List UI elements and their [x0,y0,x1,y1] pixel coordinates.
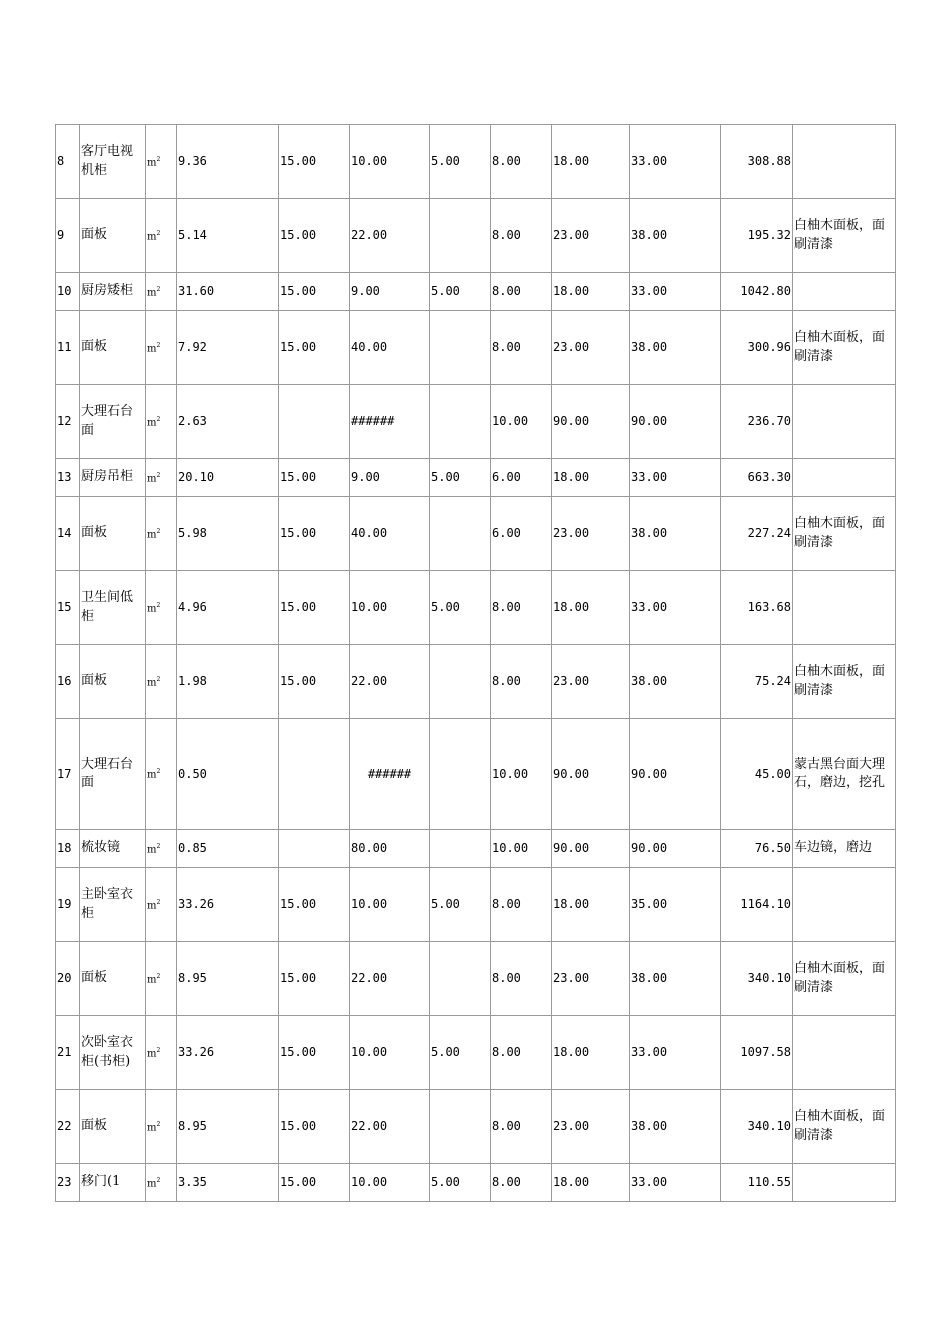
row-number: 10 [56,273,80,311]
value-col-6: 33.00 [630,571,721,645]
value-col-5: 90.00 [552,830,630,868]
value-col-6: 33.00 [630,459,721,497]
value-col-4: 8.00 [491,199,552,273]
total-amount: 227.24 [721,497,793,571]
total-amount: 300.96 [721,311,793,385]
table-row [56,645,896,719]
total-amount: 340.10 [721,1090,793,1164]
value-col-2: 9.00 [350,459,430,497]
value-col-2: 22.00 [350,199,430,273]
unit [146,571,177,645]
quantity: 20.10 [177,459,279,497]
total-amount: 163.68 [721,571,793,645]
value-col-5: 23.00 [552,1090,630,1164]
value-col-5: 18.00 [552,125,630,199]
value-col-1: 15.00 [279,273,350,311]
value-col-5: 90.00 [552,385,630,459]
unit [146,459,177,497]
row-number: 11 [56,311,80,385]
value-col-4: 10.00 [491,830,552,868]
value-col-4: 8.00 [491,645,552,719]
value-col-6: 33.00 [630,1016,721,1090]
unit [146,273,177,311]
cost-table [55,124,896,1202]
item-name: 梳妆镜 [80,830,146,868]
quantity: 1.98 [177,645,279,719]
quantity: 2.63 [177,385,279,459]
value-col-2: 9.00 [350,273,430,311]
value-col-1: 15.00 [279,1016,350,1090]
value-col-2: 40.00 [350,497,430,571]
quantity: 3.35 [177,1164,279,1202]
table-row [56,125,896,199]
quantity: 33.26 [177,868,279,942]
unit [146,311,177,385]
value-col-4: 8.00 [491,1090,552,1164]
unit-superscript: 2 [156,471,161,479]
value-col-1 [279,719,350,830]
value-col-6: 38.00 [630,199,721,273]
table-row [56,1090,896,1164]
total-amount: 75.24 [721,645,793,719]
value-col-5: 23.00 [552,311,630,385]
remark: 白柚木面板，面刷清漆 [793,497,896,571]
row-number: 12 [56,385,80,459]
value-col-1: 15.00 [279,571,350,645]
remark [793,868,896,942]
value-col-5: 90.00 [552,719,630,830]
row-number: 19 [56,868,80,942]
row-number: 20 [56,942,80,1016]
value-col-5: 23.00 [552,645,630,719]
table-row [56,273,896,311]
unit-superscript: 2 [156,1120,161,1128]
item-name: 大理石台面 [80,719,146,830]
item-name: 面板 [80,311,146,385]
item-name: 面板 [80,497,146,571]
unit-base: m [147,1047,157,1059]
total-amount: 308.88 [721,125,793,199]
unit-base: m [147,230,157,242]
unit [146,1090,177,1164]
item-name: 厨房吊柜 [80,459,146,497]
value-col-2: ###### [350,385,430,459]
unit-superscript: 2 [156,601,161,609]
table-row [56,868,896,942]
row-number: 15 [56,571,80,645]
unit-superscript: 2 [156,842,161,850]
unit [146,199,177,273]
value-col-4: 8.00 [491,942,552,1016]
unit-base: m [147,899,157,911]
table-row [56,571,896,645]
value-col-1: 15.00 [279,199,350,273]
remark: 白柚木面板，面刷清漆 [793,1090,896,1164]
value-col-1: 15.00 [279,311,350,385]
quantity: 9.36 [177,125,279,199]
value-col-1: 15.00 [279,125,350,199]
value-col-4: 8.00 [491,868,552,942]
unit-superscript: 2 [156,675,161,683]
value-col-1: 15.00 [279,1164,350,1202]
remark [793,1016,896,1090]
value-col-3: 5.00 [430,571,491,645]
value-col-3: 5.00 [430,125,491,199]
value-col-5: 18.00 [552,571,630,645]
item-name: 面板 [80,645,146,719]
value-col-4: 6.00 [491,497,552,571]
value-col-6: 33.00 [630,1164,721,1202]
unit-superscript: 2 [156,415,161,423]
remark [793,273,896,311]
total-amount: 340.10 [721,942,793,1016]
value-col-3 [430,645,491,719]
total-amount: 45.00 [721,719,793,830]
value-col-2: 10.00 [350,1016,430,1090]
value-col-6: 35.00 [630,868,721,942]
value-col-5: 18.00 [552,459,630,497]
unit-superscript: 2 [156,229,161,237]
value-col-3 [430,311,491,385]
value-col-6: 33.00 [630,273,721,311]
remark [793,125,896,199]
value-col-4: 8.00 [491,311,552,385]
value-col-1 [279,830,350,868]
item-name: 大理石台面 [80,385,146,459]
value-col-5: 18.00 [552,1016,630,1090]
remark [793,459,896,497]
item-name: 客厅电视机柜 [80,125,146,199]
table-row [56,942,896,1016]
unit-base: m [147,973,157,985]
unit-superscript: 2 [156,972,161,980]
quantity: 0.85 [177,830,279,868]
unit-base: m [147,472,157,484]
table-row [56,497,896,571]
value-col-6: 90.00 [630,385,721,459]
value-col-6: 90.00 [630,719,721,830]
value-col-2: 40.00 [350,311,430,385]
value-col-6: 33.00 [630,125,721,199]
table-row [56,199,896,273]
row-number: 22 [56,1090,80,1164]
value-col-6: 38.00 [630,942,721,1016]
unit [146,942,177,1016]
value-col-4: 8.00 [491,273,552,311]
value-col-2: 10.00 [350,125,430,199]
value-col-1: 15.00 [279,868,350,942]
unit [146,645,177,719]
value-col-3: 5.00 [430,1164,491,1202]
unit [146,125,177,199]
unit-base: m [147,416,157,428]
quantity: 33.26 [177,1016,279,1090]
value-col-6: 90.00 [630,830,721,868]
value-col-1 [279,385,350,459]
unit-base: m [147,602,157,614]
unit-superscript: 2 [156,527,161,535]
value-col-3 [430,942,491,1016]
value-col-5: 23.00 [552,199,630,273]
quantity: 7.92 [177,311,279,385]
row-number: 16 [56,645,80,719]
total-amount: 76.50 [721,830,793,868]
value-col-6: 38.00 [630,497,721,571]
row-number: 17 [56,719,80,830]
item-name: 卫生间低柜 [80,571,146,645]
value-col-3 [430,719,491,830]
remark: 白柚木面板，面刷清漆 [793,942,896,1016]
unit-superscript: 2 [156,1046,161,1054]
value-col-5: 18.00 [552,868,630,942]
value-col-4: 8.00 [491,125,552,199]
value-col-1: 15.00 [279,1090,350,1164]
table-row [56,719,896,830]
value-col-6: 38.00 [630,645,721,719]
value-col-1: 15.00 [279,497,350,571]
value-col-4: 10.00 [491,385,552,459]
remark: 白柚木面板，面刷清漆 [793,199,896,273]
unit [146,385,177,459]
quantity: 0.50 [177,719,279,830]
value-col-3 [430,199,491,273]
value-col-4: 6.00 [491,459,552,497]
value-col-4: 8.00 [491,1016,552,1090]
value-col-1: 15.00 [279,459,350,497]
unit [146,1164,177,1202]
row-number: 14 [56,497,80,571]
quantity: 8.95 [177,1090,279,1164]
unit-base: m [147,156,157,168]
item-name: 移门(1 [80,1164,146,1202]
value-col-2: 10.00 [350,571,430,645]
value-col-2: 80.00 [350,830,430,868]
unit-superscript: 2 [156,341,161,349]
item-name: 厨房矮柜 [80,273,146,311]
value-col-3 [430,497,491,571]
value-col-2: 22.00 [350,645,430,719]
unit-base: m [147,342,157,354]
remark: 车边镜，磨边 [793,830,896,868]
value-col-6: 38.00 [630,1090,721,1164]
value-col-3: 5.00 [430,459,491,497]
quantity: 5.98 [177,497,279,571]
value-col-5: 23.00 [552,942,630,1016]
unit-base: m [147,528,157,540]
value-col-5: 23.00 [552,497,630,571]
remark [793,385,896,459]
unit-base: m [147,843,157,855]
unit-superscript: 2 [156,285,161,293]
quantity: 4.96 [177,571,279,645]
value-col-5: 18.00 [552,273,630,311]
item-name: 主卧室衣柜 [80,868,146,942]
row-number: 21 [56,1016,80,1090]
row-number: 18 [56,830,80,868]
quantity: 31.60 [177,273,279,311]
row-number: 9 [56,199,80,273]
total-amount: 1097.58 [721,1016,793,1090]
unit [146,830,177,868]
row-number: 13 [56,459,80,497]
value-col-3 [430,830,491,868]
item-name: 次卧室衣柜(书柜) [80,1016,146,1090]
unit-superscript: 2 [156,1176,161,1184]
value-col-2: 10.00 [350,1164,430,1202]
unit-superscript: 2 [156,768,161,776]
unit-superscript: 2 [156,898,161,906]
item-name: 面板 [80,199,146,273]
table-row [56,1164,896,1202]
total-amount: 236.70 [721,385,793,459]
unit-base: m [147,1177,157,1189]
remark: 蒙古黑台面大理石，磨边，挖孔 [793,719,896,830]
value-col-4: 10.00 [491,719,552,830]
value-col-4: 8.00 [491,571,552,645]
total-amount: 1164.10 [721,868,793,942]
unit-base: m [147,769,157,781]
unit-superscript: 2 [156,155,161,163]
value-col-5: 18.00 [552,1164,630,1202]
table-row [56,459,896,497]
value-col-3: 5.00 [430,273,491,311]
value-col-6: 38.00 [630,311,721,385]
value-col-3: 5.00 [430,1016,491,1090]
value-col-4: 8.00 [491,1164,552,1202]
remark [793,571,896,645]
remark: 白柚木面板，面刷清漆 [793,311,896,385]
table-body [56,125,896,1202]
table-row [56,1016,896,1090]
quantity: 5.14 [177,199,279,273]
unit-base: m [147,676,157,688]
total-amount: 663.30 [721,459,793,497]
remark: 白柚木面板，面刷清漆 [793,645,896,719]
row-number: 23 [56,1164,80,1202]
value-col-1: 15.00 [279,942,350,1016]
unit [146,868,177,942]
unit [146,497,177,571]
table-row [56,385,896,459]
value-col-1: 15.00 [279,645,350,719]
total-amount: 195.32 [721,199,793,273]
unit [146,719,177,830]
item-name: 面板 [80,942,146,1016]
total-amount: 110.55 [721,1164,793,1202]
item-name: 面板 [80,1090,146,1164]
unit-base: m [147,1121,157,1133]
value-col-3 [430,1090,491,1164]
value-col-3 [430,385,491,459]
table-row [56,311,896,385]
quantity: 8.95 [177,942,279,1016]
unit [146,1016,177,1090]
value-col-2: 22.00 [350,942,430,1016]
unit-base: m [147,286,157,298]
row-number: 8 [56,125,80,199]
total-amount: 1042.80 [721,273,793,311]
table-row [56,830,896,868]
value-col-3: 5.00 [430,868,491,942]
value-col-2: ###### [350,719,430,830]
value-col-2: 10.00 [350,868,430,942]
value-col-2: 22.00 [350,1090,430,1164]
remark [793,1164,896,1202]
